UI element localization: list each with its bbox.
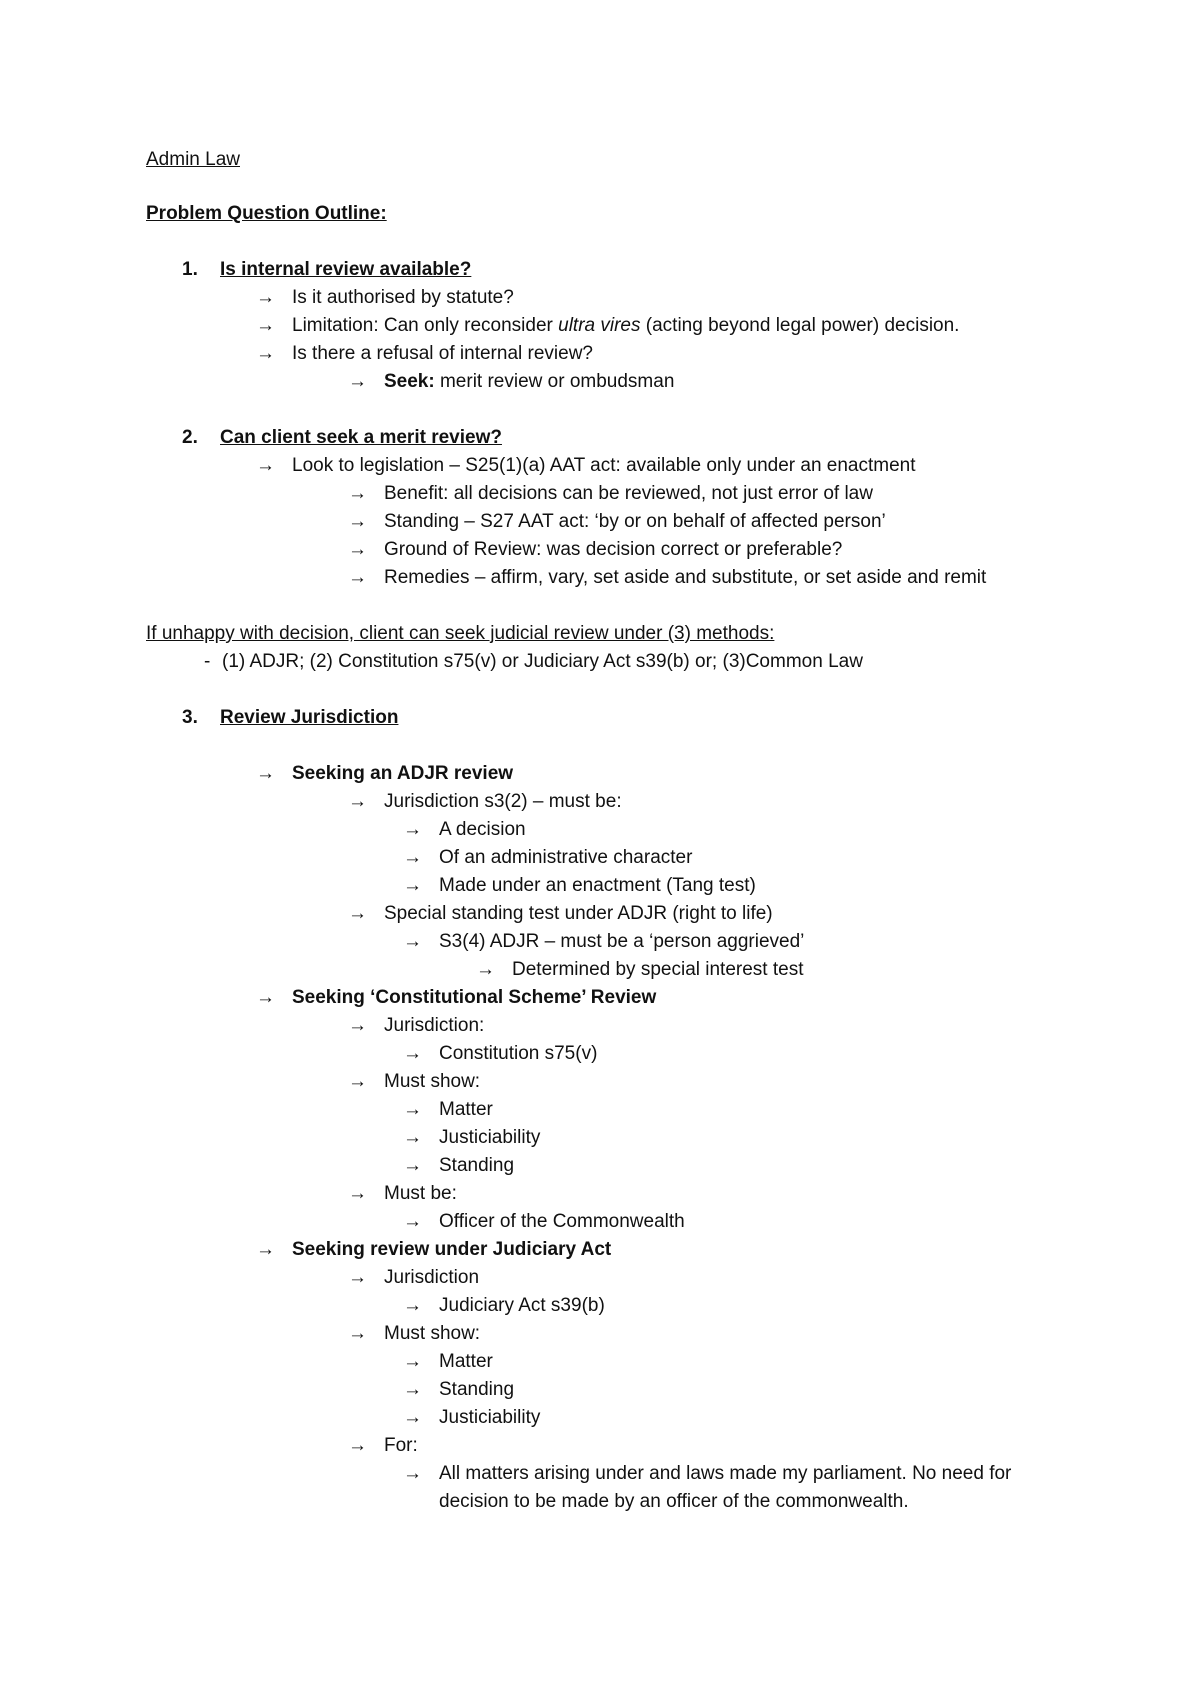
list-item: [256, 286, 514, 310]
arrow-icon: →: [403, 1463, 422, 1484]
list-item: [403, 1406, 540, 1430]
item-text: Look to legislation – S25(1)(a) AAT act: available only under an enactment: [292, 455, 916, 476]
list-item: [403, 1350, 493, 1374]
section-2-heading: [182, 426, 502, 450]
item-text: Remedies – affirm, vary, set aside and substitute, or set aside and remit: [384, 567, 987, 588]
arrow-icon: →: [403, 1127, 422, 1148]
item-text: (acting beyond legal power) decision.: [640, 315, 960, 336]
item-text-italic: ultra vires: [558, 315, 641, 336]
item-text: A decision: [439, 819, 526, 840]
arrow-icon: →: [348, 791, 367, 812]
item-text: Must be:: [384, 1183, 457, 1204]
section-3-number: 3.: [182, 707, 198, 728]
item-text: Judiciary Act s39(b): [439, 1295, 605, 1316]
list-item: [348, 790, 622, 814]
item-text: Of an administrative character: [439, 847, 693, 868]
item-text: Must show:: [384, 1323, 481, 1344]
arrow-icon: →: [403, 1351, 422, 1372]
list-item: [348, 902, 773, 926]
arrow-icon: →: [256, 1239, 275, 1260]
arrow-icon: →: [256, 315, 275, 336]
arrow-icon: →: [403, 1407, 422, 1428]
list-item: [403, 1294, 605, 1318]
item-text: Jurisdiction s3(2) – must be:: [384, 791, 622, 812]
arrow-icon: →: [348, 1015, 367, 1036]
list-item: [348, 482, 873, 506]
arrow-icon: →: [348, 567, 367, 588]
item-text: Made under an enactment (Tang test): [439, 875, 756, 896]
section-2-number: 2.: [182, 427, 198, 448]
item-text: Jurisdiction:: [384, 1015, 485, 1036]
list-item: [348, 510, 886, 534]
item-text: Jurisdiction: [384, 1267, 480, 1288]
list-item: [403, 1378, 514, 1402]
list-item: [348, 1182, 457, 1206]
judicial-review-heading: If unhappy with decision, client can seek judicial review under (3) methods:: [146, 623, 775, 644]
section-1-heading: [182, 258, 471, 282]
list-item: [256, 314, 959, 338]
section-1-title: Is internal review available?: [220, 259, 472, 280]
adjr-heading: [256, 762, 513, 786]
list-item: [348, 370, 674, 394]
item-text: Constitution s75(v): [439, 1043, 598, 1064]
list-item: [348, 1322, 480, 1346]
item-text: (1) ADJR; (2) Constitution s75(v) or Judiciary Act s39(b) or; (3)Common Law: [222, 651, 863, 672]
list-item: [403, 874, 756, 898]
list-item: [348, 1266, 479, 1290]
arrow-icon: →: [256, 455, 275, 476]
list-item: [403, 818, 526, 842]
arrow-icon: →: [403, 1211, 422, 1232]
arrow-icon: →: [348, 1435, 367, 1456]
judiciary-act-heading: [256, 1238, 611, 1262]
section-1-number: 1.: [182, 259, 198, 280]
constitutional-heading: [256, 986, 656, 1010]
list-item: [348, 566, 986, 590]
item-text: For:: [384, 1435, 418, 1456]
item-text-bold: Seek:: [384, 371, 435, 392]
item-text-bold: Seeking review under Judiciary Act: [292, 1239, 612, 1260]
item-text: Determined by special interest test: [512, 959, 804, 980]
item-text: Benefit: all decisions can be reviewed, not just error of law: [384, 483, 873, 504]
arrow-icon: →: [256, 343, 275, 364]
item-text: Limitation: Can only reconsider: [292, 315, 559, 336]
list-item: [348, 1014, 484, 1038]
item-text: merit review or ombudsman: [434, 371, 675, 392]
list-item: [256, 342, 593, 366]
dash-bullet: -: [204, 651, 211, 672]
item-text: Justiciability: [439, 1127, 541, 1148]
list-item: [348, 1070, 480, 1094]
item-text: All matters arising under and laws made my parliament. No need for: [439, 1463, 1012, 1484]
arrow-icon: →: [348, 903, 367, 924]
arrow-icon: →: [348, 539, 367, 560]
section-2-title: Can client seek a merit review?: [220, 427, 502, 448]
arrow-icon: →: [403, 875, 422, 896]
arrow-icon: →: [403, 819, 422, 840]
arrow-icon: →: [403, 847, 422, 868]
arrow-icon: →: [348, 371, 367, 392]
arrow-icon: →: [348, 1323, 367, 1344]
item-text: Ground of Review: was decision correct or preferable?: [384, 539, 843, 560]
item-text: Justiciability: [439, 1407, 541, 1428]
item-text: S3(4) ADJR – must be a ‘person aggrieved’: [439, 931, 805, 952]
list-item: [403, 1154, 514, 1178]
item-text: Is there a refusal of internal review?: [292, 343, 593, 364]
list-item: [403, 1098, 493, 1122]
list-item: [403, 1210, 685, 1234]
arrow-icon: →: [403, 1155, 422, 1176]
item-text: Matter: [439, 1099, 493, 1120]
arrow-icon: →: [256, 763, 275, 784]
item-text-bold: Seeking an ADJR review: [292, 763, 514, 784]
arrow-icon: →: [348, 483, 367, 504]
arrow-icon: →: [403, 1295, 422, 1316]
item-text: Is it authorised by statute?: [292, 287, 514, 308]
arrow-icon: →: [256, 987, 275, 1008]
arrow-icon: →: [348, 1071, 367, 1092]
arrow-icon: →: [476, 959, 495, 980]
list-item: [256, 454, 916, 478]
list-item: [476, 958, 803, 982]
arrow-icon: →: [403, 931, 422, 952]
item-text: Matter: [439, 1351, 493, 1372]
item-text-bold: Seeking ‘Constitutional Scheme’ Review: [292, 987, 657, 1008]
list-item: [348, 1434, 418, 1458]
section-3-title: Review Jurisdiction: [220, 707, 399, 728]
list-item: [403, 1462, 1011, 1486]
arrow-icon: →: [403, 1379, 422, 1400]
document-title: Admin Law: [146, 149, 240, 170]
list-item: [403, 930, 804, 954]
list-item-continuation: decision to be made by an officer of the commonwealth.: [439, 1491, 909, 1512]
list-item: [348, 538, 842, 562]
arrow-icon: →: [348, 511, 367, 532]
item-text: Must show:: [384, 1071, 481, 1092]
list-item: [403, 1042, 597, 1066]
judicial-review-methods: [146, 650, 863, 674]
item-text: Standing: [439, 1155, 515, 1176]
item-text: Special standing test under ADJR (right to life): [384, 903, 773, 924]
document-subtitle: Problem Question Outline:: [146, 203, 387, 224]
arrow-icon: →: [348, 1267, 367, 1288]
item-text: Standing: [439, 1379, 515, 1400]
list-item: [403, 846, 692, 870]
item-text: Standing – S27 AAT act: ‘by or on behalf of affected person’: [384, 511, 886, 532]
section-3-heading: [182, 706, 398, 730]
arrow-icon: →: [403, 1043, 422, 1064]
arrow-icon: →: [403, 1099, 422, 1120]
item-text: Officer of the Commonwealth: [439, 1211, 685, 1232]
arrow-icon: →: [348, 1183, 367, 1204]
arrow-icon: →: [256, 287, 275, 308]
list-item: [403, 1126, 540, 1150]
